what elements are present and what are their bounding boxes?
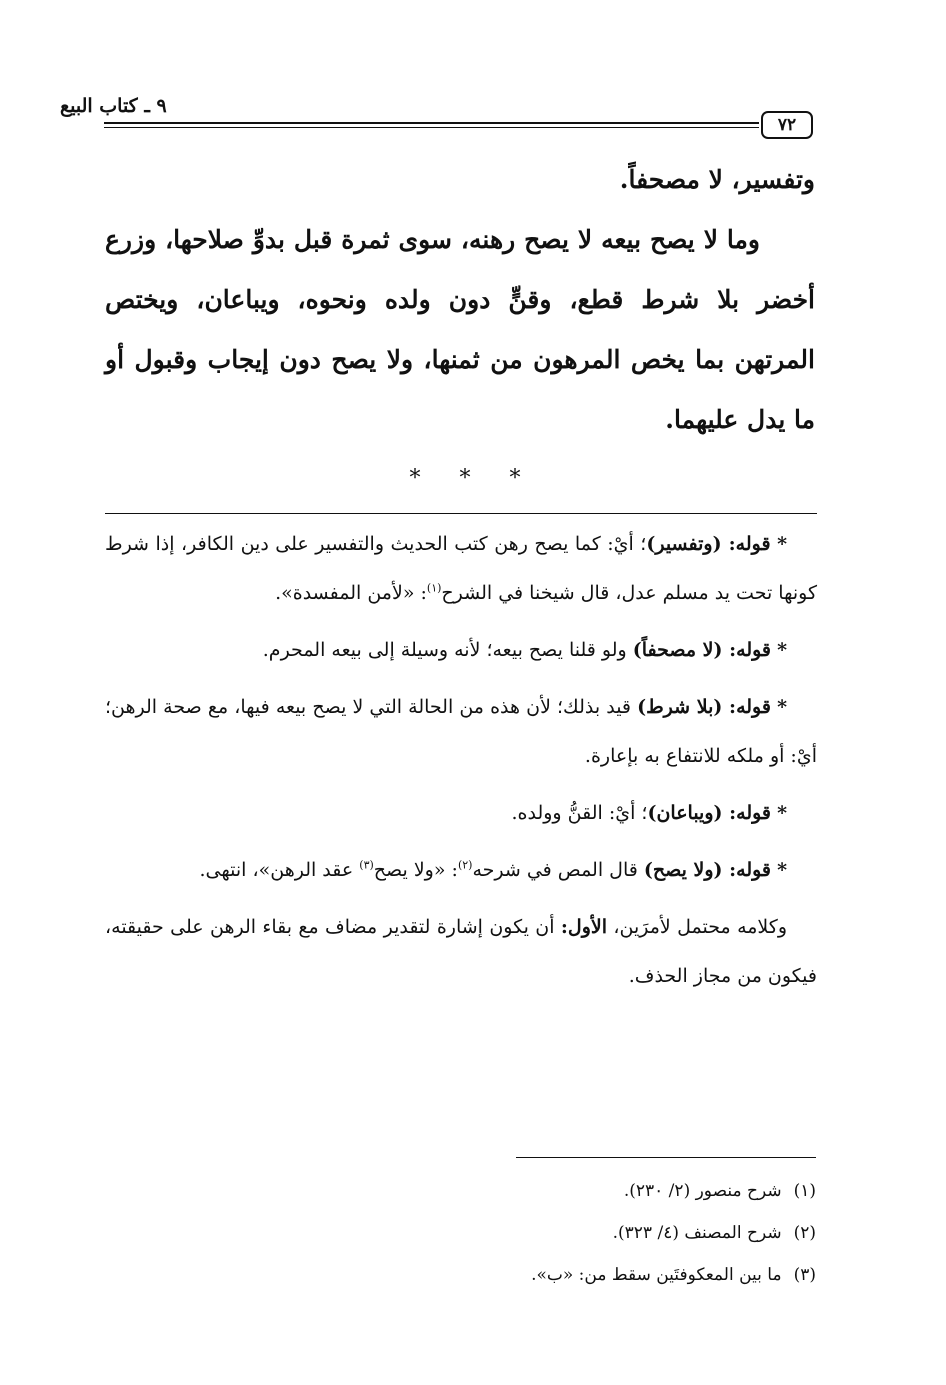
footnote-text: ما بين المعكوفتَين سقط من: «ب».	[531, 1265, 782, 1285]
section-separator-stars: * * *	[409, 466, 537, 491]
note-lead: قوله: (لا مصحفاً)	[632, 639, 772, 661]
note-star: *	[777, 696, 787, 718]
note-lead: قوله: (ولا يصح)	[643, 859, 772, 881]
note-text: ولو قلنا يصح بيعه؛ لأنه وسيلة إلى بيعه المحرم.	[262, 639, 633, 661]
page-number-box	[761, 111, 813, 139]
footnote-number: (٣)	[793, 1265, 816, 1285]
note-bold-term: الأول:	[560, 916, 607, 938]
commentary-divider	[105, 513, 817, 514]
note-text: ؛ أيْ: كما يصح رهن كتب الحديث والتفسير على دين الكافر، إذا شرط كونها تحت يد مسلم عدل، قال شيخنا في الشرح	[105, 533, 817, 604]
page-number: ٧٢	[777, 115, 797, 135]
note-text: : «ولا يصح	[373, 859, 458, 881]
footnote-item	[300, 1212, 816, 1254]
note-lead: قوله: (ويباعان)	[647, 802, 772, 824]
note-text: أن يكون إشارة لتقدير مضاف مع بقاء الرهن على حقيقته، فيكون من مجاز الحذف.	[105, 916, 817, 987]
footnotes	[300, 1170, 816, 1296]
commentary-note	[105, 846, 817, 895]
note-star: *	[777, 533, 787, 555]
footnote-ref: (١)	[426, 581, 442, 595]
header-rule	[104, 122, 759, 128]
footnote-number: (٢)	[793, 1223, 816, 1243]
note-text: قال المص في شرحه	[472, 859, 644, 881]
note-text: وكلامه محتمل لأمرَين،	[607, 916, 787, 938]
footnote-text: شرح منصور (٢/ ٢٣٠).	[623, 1181, 782, 1201]
footnote-text: شرح المصنف (٤/ ٣٢٣).	[612, 1223, 782, 1243]
note-text: قيد بذلك؛ لأن هذه من الحالة التي لا يصح بيعه فيها، مع صحة الرهن؛ أيْ: أو ملكه للانتفاع به بإعارة.	[105, 696, 817, 767]
note-text: : «لأمن المفسدة».	[275, 582, 427, 604]
note-star: *	[777, 639, 787, 661]
main-text-paragraph: وما لا يصح بيعه لا يصح رهنه، سوى ثمرة قبل بدوِّ صلاحها، وزرع أخضر بلا شرط قطع، وقنٍّ دون ولده ونحوه، ويباعان، ويختص المرتهن بما يخص المرهون من ثمنها، ولا يصح دون إيجاب وقبول أو ما يدل عليهما.	[105, 225, 815, 434]
footnote-ref: (٣)	[359, 858, 374, 872]
note-text: ؛ أيْ: القنُّ وولده.	[511, 802, 648, 824]
commentary-paragraph	[105, 903, 817, 1001]
note-lead: قوله: (وتفسير)	[646, 533, 771, 555]
footnote-item	[300, 1170, 816, 1212]
note-star: *	[777, 859, 787, 881]
commentary-note	[105, 789, 817, 838]
footnote-ref: (٢)	[457, 858, 473, 872]
commentary-note	[105, 626, 817, 675]
footnote-number: (١)	[793, 1181, 816, 1201]
commentary	[105, 520, 817, 1009]
note-star: *	[777, 802, 787, 824]
main-text	[105, 150, 815, 450]
footnote-item	[300, 1254, 816, 1296]
running-header-title: ٩ ـ كتاب البيع	[60, 95, 167, 117]
commentary-note	[105, 520, 817, 618]
commentary-note	[105, 683, 817, 781]
note-text: عقد الرهن»، انتهى.	[199, 859, 360, 881]
note-lead: قوله: (بلا شرط)	[637, 696, 771, 718]
main-text-line: وتفسير، لا مصحفاً.	[619, 165, 815, 194]
footnote-divider	[516, 1157, 816, 1158]
